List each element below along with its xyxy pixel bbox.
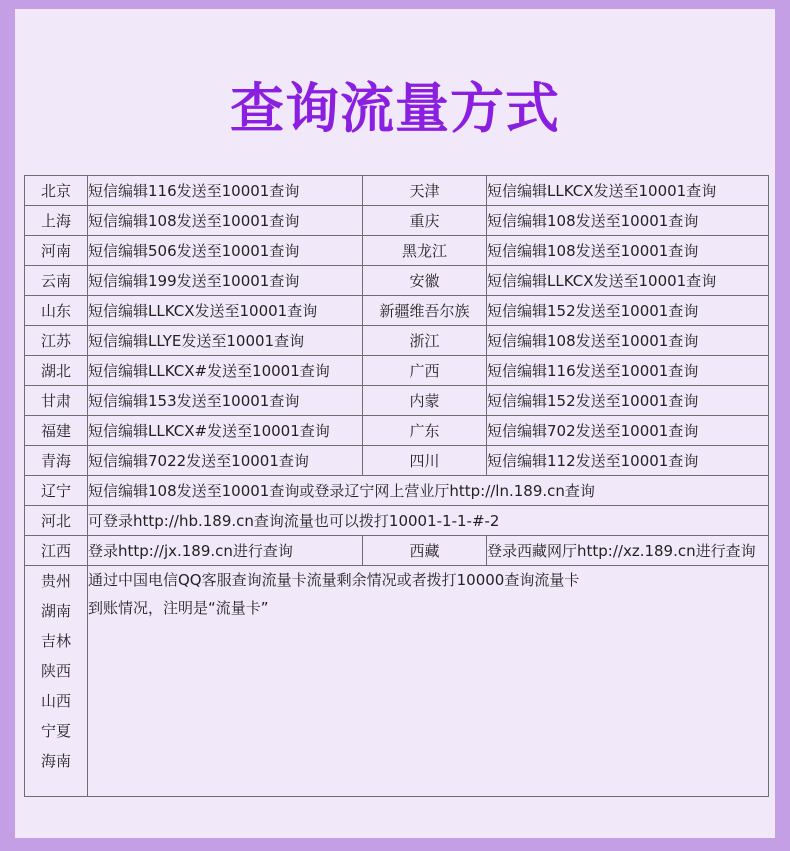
province-label: 山西: [40, 692, 71, 710]
province-cell: 上海: [25, 206, 88, 236]
method-cell: 登录西藏网厅http://xz.189.cn进行查询: [487, 536, 769, 566]
table-body: [25, 176, 769, 797]
group-method-cell: [88, 566, 769, 797]
table-row: [25, 476, 769, 506]
group-method-line: 到账情况，注明是“流量卡”: [88, 599, 269, 617]
province-cell: 福建: [25, 416, 88, 446]
method-cell: 短信编辑108发送至10001查询: [487, 236, 769, 266]
method-cell: 短信编辑108发送至10001查询或登录辽宁网上营业厅http://ln.189.cn查询: [88, 476, 769, 506]
method-cell: 短信编辑108发送至10001查询: [88, 206, 363, 236]
method-cell: 短信编辑LLKCX发送至10001查询: [88, 296, 363, 326]
province-label: 贵州: [40, 572, 71, 590]
province-cell: 山东: [25, 296, 88, 326]
method-cell: 可登录http://hb.189.cn查询流量也可以拨打10001-1-1-#-2: [88, 506, 769, 536]
method-cell: 短信编辑7022发送至10001查询: [88, 446, 363, 476]
province-cell: 西藏: [363, 536, 487, 566]
table-row: [25, 416, 769, 446]
table-row: [25, 356, 769, 386]
province-cell: 内蒙: [363, 386, 487, 416]
province-cell: 安徽: [363, 266, 487, 296]
province-cell: 广东: [363, 416, 487, 446]
method-cell: 短信编辑116发送至10001查询: [88, 176, 363, 206]
method-cell: 短信编辑LLKCX#发送至10001查询: [88, 356, 363, 386]
method-cell: 短信编辑116发送至10001查询: [487, 356, 769, 386]
province-cell: 新疆维吾尔族: [363, 296, 487, 326]
method-cell: 短信编辑199发送至10001查询: [88, 266, 363, 296]
province-cell: 河南: [25, 236, 88, 266]
table-row: [25, 446, 769, 476]
page-title: 查询流量方式: [230, 77, 560, 140]
province-cell: 江苏: [25, 326, 88, 356]
province-cell: 湖北: [25, 356, 88, 386]
province-cell: 四川: [363, 446, 487, 476]
province-cell: 重庆: [363, 206, 487, 236]
method-cell: 短信编辑153发送至10001查询: [88, 386, 363, 416]
table-row: [25, 506, 769, 536]
method-cell: 短信编辑112发送至10001查询: [487, 446, 769, 476]
table-row: [25, 566, 769, 797]
table-row: [25, 386, 769, 416]
method-cell: 短信编辑LLKCX发送至10001查询: [487, 176, 769, 206]
province-cell: 甘肃: [25, 386, 88, 416]
method-cell: 短信编辑506发送至10001查询: [88, 236, 363, 266]
method-cell: 短信编辑108发送至10001查询: [487, 206, 769, 236]
province-label: 海南: [40, 752, 71, 770]
province-cell: 江西: [25, 536, 88, 566]
province-cell: 北京: [25, 176, 88, 206]
province-cell: 黑龙江: [363, 236, 487, 266]
province-cell: 广西: [363, 356, 487, 386]
table-row: [25, 176, 769, 206]
table-row: [25, 236, 769, 266]
table-row: [25, 266, 769, 296]
province-cell: 浙江: [363, 326, 487, 356]
province-cell: 河北: [25, 506, 88, 536]
province-label: 陕西: [40, 662, 71, 680]
province-label: 吉林: [40, 632, 71, 650]
table-row: [25, 296, 769, 326]
province-cell: 青海: [25, 446, 88, 476]
province-label: 宁夏: [40, 722, 71, 740]
method-cell: 短信编辑152发送至10001查询: [487, 296, 769, 326]
table-row: [25, 326, 769, 356]
method-cell: 短信编辑152发送至10001查询: [487, 386, 769, 416]
province-cell: 辽宁: [25, 476, 88, 506]
table-row: [25, 536, 769, 566]
method-cell: 短信编辑LLYE发送至10001查询: [88, 326, 363, 356]
method-cell: 短信编辑LLKCX#发送至10001查询: [88, 416, 363, 446]
method-cell: 短信编辑702发送至10001查询: [487, 416, 769, 446]
province-cell: 天津: [363, 176, 487, 206]
province-label: 湖南: [40, 602, 71, 620]
table-row: [25, 206, 769, 236]
query-method-table: [24, 175, 769, 797]
province-cell: 云南: [25, 266, 88, 296]
group-method-line: 通过中国电信QQ客服查询流量卡流量剩余情况或者拨打10000查询流量卡: [88, 571, 580, 589]
method-cell: 短信编辑LLKCX发送至10001查询: [487, 266, 769, 296]
method-cell: 登录http://jx.189.cn进行查询: [88, 536, 363, 566]
method-cell: 短信编辑108发送至10001查询: [487, 326, 769, 356]
group-province-list: [25, 566, 88, 797]
